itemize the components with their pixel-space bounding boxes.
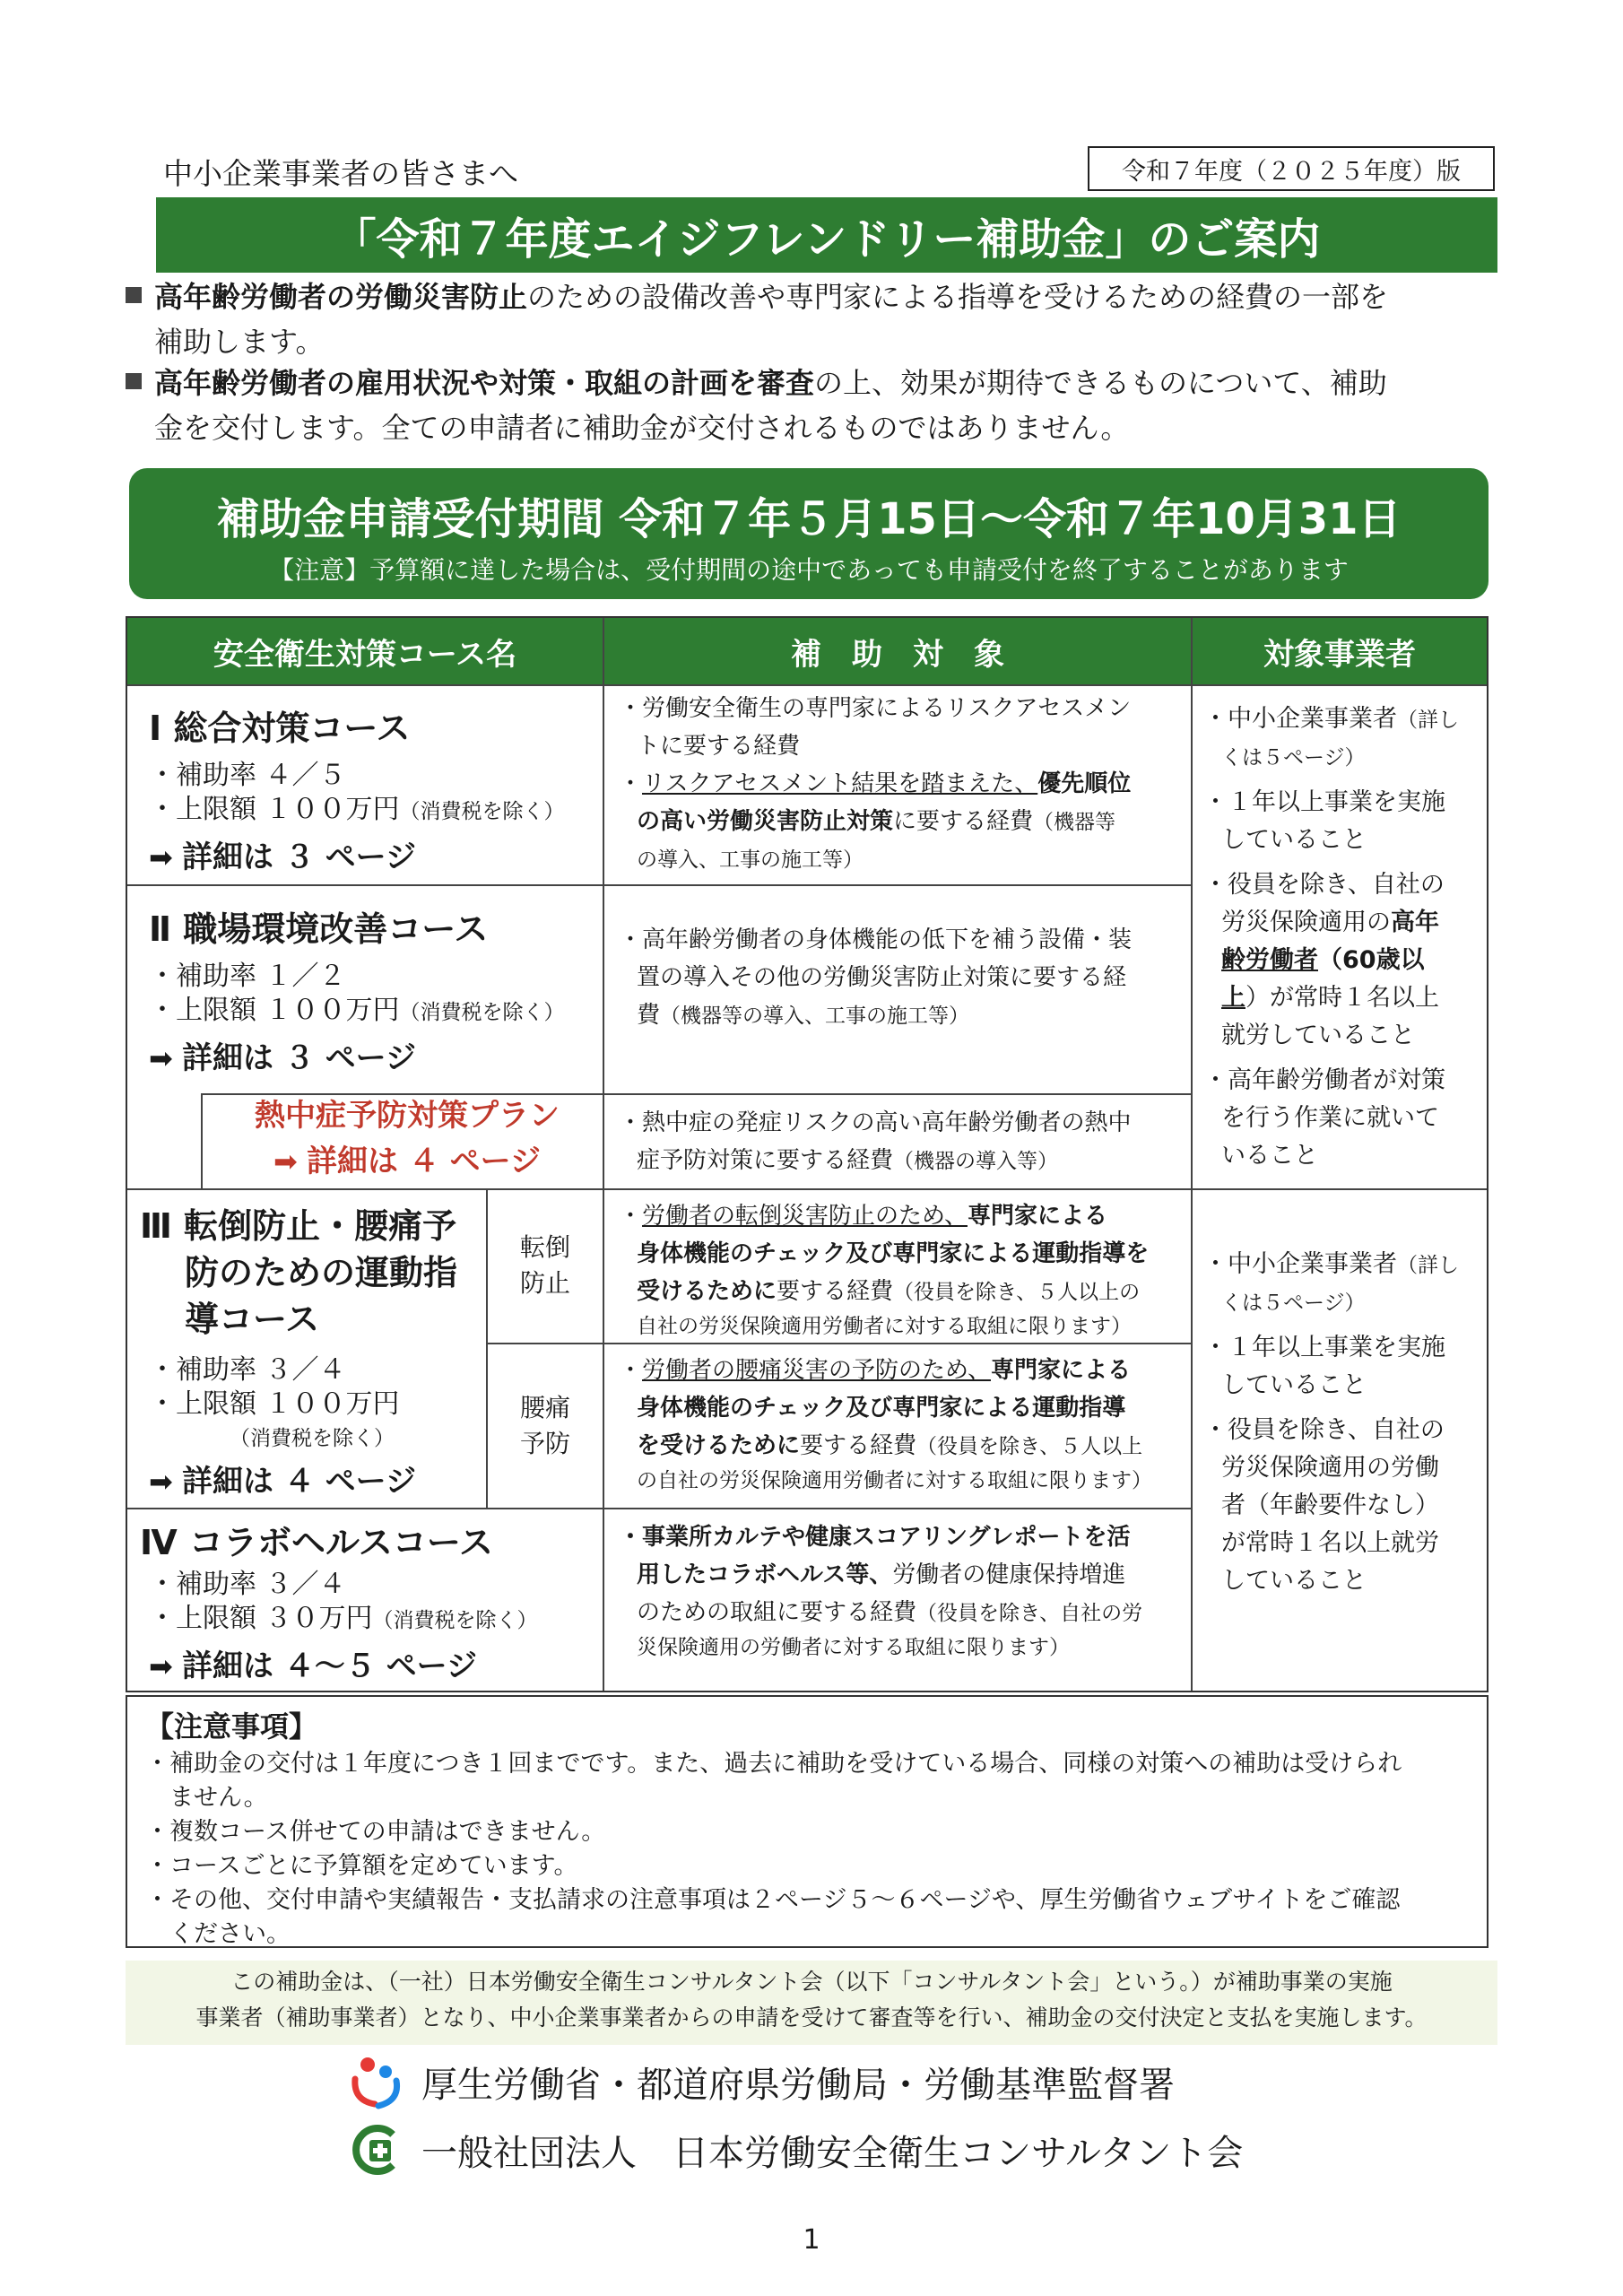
- target-line: [1203, 700, 1481, 739]
- coverage-text: 労働者の健康保持増進: [892, 1561, 1126, 1588]
- course-3-name-l2: 防のための運動指: [185, 1253, 458, 1292]
- coverage-line: ・高年齢労働者の身体機能の低下を補う設備・装: [619, 926, 1133, 953]
- target-text: ・中小企業事業者: [1203, 705, 1397, 733]
- target-line: ・１年以上事業を実施: [1203, 1334, 1445, 1361]
- sub-label-line: 予防: [519, 1429, 570, 1458]
- target-bold: 高年: [1391, 909, 1439, 936]
- coverage-text: 要する経費: [800, 1432, 917, 1459]
- coverage-line: ・事業所カルテや健康スコアリングレポートを活: [619, 1524, 1131, 1551]
- coverage-underline: 労働者の腰痛災害の予防のため、: [642, 1357, 991, 1384]
- coverage-small: （機器等の導入、工事の施工等）: [660, 1004, 970, 1028]
- target-line: [1203, 904, 1481, 942]
- coverage-line: トに要する経費: [637, 733, 801, 760]
- coverage-line: [619, 1427, 1184, 1465]
- coverage-line: 災保険適用の労働者に対する取組に限ります）: [637, 1636, 1070, 1659]
- intro-1-line2: 補助します。: [154, 325, 325, 359]
- coverage-line: ・労働者の腰痛災害の予防のため、専門家による: [619, 1357, 1131, 1384]
- intro-paragraph-2: [126, 361, 1497, 450]
- sub-label-back-pain: [488, 1344, 603, 1508]
- course-4-limit: [140, 1602, 538, 1638]
- page-number: 1: [803, 2224, 820, 2256]
- course-4-name: Ⅳ コラボヘルスコース: [140, 1523, 493, 1562]
- coverage-small: （機器の導入等）: [893, 1150, 1059, 1173]
- coverage-small: （役員を除き、自社の労: [916, 1602, 1143, 1625]
- target-bold: 上: [1221, 984, 1245, 1012]
- heatstroke-plan-block: [213, 1095, 601, 1180]
- heatstroke-detail-link[interactable]: [213, 1136, 601, 1180]
- intro-2-rest: の上、効果が期待できるものについて、補助: [814, 366, 1387, 400]
- course-2-block: [149, 901, 565, 1077]
- sub-label-fall-prevention: [488, 1188, 603, 1343]
- divider: [127, 1508, 1191, 1509]
- notice-item: ・補助金の交付は１年度につき１回までです。また、過去に補助を受けている場合、同様の対策への補助は受けられ: [145, 1750, 1402, 1778]
- divider: [201, 1093, 203, 1188]
- target-line: していること: [1221, 826, 1367, 854]
- notice-box: [126, 1695, 1488, 1948]
- coverage-bold: 専門家による: [990, 1357, 1131, 1384]
- divider: [127, 884, 1191, 886]
- footnote: [126, 1961, 1497, 2045]
- target-b: [1203, 1246, 1481, 1600]
- course-3-backpain-coverage: [619, 1352, 1184, 1496]
- period-note: 【注意】予算額に達した場合は、受付期間の途中であっても申請受付を終了することがあります: [269, 555, 1349, 585]
- footnote-line: この補助金は、（一社）日本労働安全衛生コンサルタント会（以下「コンサルタント会」という。）が補助事業の実施: [230, 1969, 1393, 1995]
- divider: [127, 684, 1487, 686]
- period-title: 補助金申請受付期間 令和７年５月15日～令和７年10月31日: [216, 494, 1402, 544]
- coverage-bold: 受けるために: [637, 1278, 777, 1305]
- coverage-bold: 用したコラボヘルス等、: [637, 1561, 893, 1588]
- consultant-logo-icon: [348, 2122, 404, 2178]
- course-2-name: Ⅱ 職場環境改善コース: [149, 909, 489, 949]
- tax-note: （消費税を除く）: [372, 1609, 538, 1632]
- coverage-line: ・労働者の転倒災害防止のため、専門家による: [619, 1203, 1107, 1230]
- coverage-line: [619, 1142, 1184, 1180]
- course-table: [126, 616, 1488, 1692]
- target-line: くは５ページ）: [1221, 1292, 1366, 1315]
- coverage-line: [619, 1594, 1184, 1632]
- course-1-detail-link[interactable]: [149, 832, 565, 876]
- mhlw-logo-icon: [348, 2054, 404, 2109]
- arrow-right-icon: ➡: [149, 840, 182, 874]
- heatstroke-coverage: [619, 1104, 1184, 1180]
- divider: [603, 618, 604, 1691]
- coverage-small: （役員を除き、５人以上の: [893, 1281, 1141, 1304]
- course-4-limit-text: ・上限額 ３０万円: [149, 1603, 373, 1634]
- coverage-line: 身体機能のチェック及び専門家による運動指導を: [637, 1240, 1150, 1267]
- notice-item: ください。: [145, 1920, 291, 1948]
- coverage-bold: を受けるために: [637, 1432, 801, 1459]
- coverage-text: のための取組に要する経費: [637, 1599, 917, 1626]
- target-small: （詳し: [1397, 1254, 1459, 1277]
- course-3-name-l3: 導コース: [185, 1300, 320, 1339]
- target-text: ・中小企業事業者: [1203, 1250, 1397, 1278]
- intro-1-rest: のための設備改善や専門家による指導を受けるための経費の一部を: [527, 280, 1389, 314]
- course-2-limit-text: ・上限額 １００万円: [149, 995, 400, 1026]
- course-3-limit: ・上限額 １００万円: [149, 1388, 400, 1420]
- course-3-block: [140, 1203, 481, 1500]
- arrow-right-icon: ➡: [273, 1144, 307, 1178]
- target-line: [1203, 979, 1481, 1017]
- notice-item: ・コースごとに予算額を定めています。: [145, 1852, 578, 1880]
- coverage-text: 症予防対策に要する経費: [637, 1147, 894, 1174]
- greeting: 中小企業事業者の皆さまへ: [163, 156, 518, 191]
- course-3-detail: 詳細は ４ ページ: [181, 1464, 416, 1500]
- coverage-line: [619, 803, 1184, 841]
- org-consultant: [348, 2122, 1243, 2178]
- target-line: を行う作業に就いて: [1221, 1104, 1439, 1132]
- target-bold: （60歳以: [1318, 946, 1425, 974]
- tax-note: （消費税を除く）: [399, 800, 565, 823]
- course-2-coverage: [619, 921, 1184, 1035]
- coverage-line: [619, 765, 1184, 803]
- coverage-bold: 専門家による: [967, 1203, 1107, 1230]
- heatstroke-detail: 詳細は ４ ページ: [306, 1144, 541, 1179]
- arrow-right-icon: ➡: [149, 1465, 182, 1499]
- coverage-line: ・熱中症の発症リスクの高い高年齢労働者の熱中: [619, 1109, 1132, 1136]
- sub-label-line: 防止: [519, 1268, 570, 1298]
- target-line: [1203, 942, 1481, 979]
- coverage-line: ・労働安全衛生の専門家によるリスクアセスメン: [619, 695, 1132, 722]
- course-2-limit: [149, 994, 565, 1030]
- course-3-name-l1: Ⅲ 転倒防止・腰痛予: [140, 1206, 457, 1246]
- course-2-detail: 詳細は ３ ページ: [181, 1040, 416, 1076]
- target-line: が常時１名以上就労: [1221, 1529, 1439, 1557]
- divider: [127, 1188, 1487, 1190]
- tax-note: （消費税を除く）: [399, 1001, 565, 1024]
- intro-paragraph-1: [126, 274, 1497, 364]
- target-small: （詳し: [1397, 709, 1459, 732]
- notice-item: ・複数コース併せての申請はできません。: [145, 1818, 606, 1846]
- course-4-rate: ・補助率 ３／４: [149, 1569, 346, 1600]
- coverage-line: 身体機能のチェック及び専門家による運動指導: [637, 1395, 1126, 1422]
- intro-2-line2: 金を交付します。全ての申請者に補助金が交付されるものではありません。: [154, 411, 1130, 445]
- heatstroke-plan-name: 熱中症予防対策プラン: [255, 1098, 560, 1134]
- coverage-line: の導入、工事の施工等）: [637, 848, 864, 872]
- application-period-box: [129, 468, 1488, 599]
- arrow-right-icon: ➡: [149, 1649, 182, 1683]
- sub-label-line: 腰痛: [519, 1393, 570, 1422]
- coverage-line: 自社の労災保険適用労働者に対する取組に限ります）: [637, 1315, 1132, 1338]
- course-4-detail-link[interactable]: [140, 1641, 538, 1685]
- header-course-name: 安全衛生対策コース名: [127, 618, 603, 684]
- coverage-line: の自社の労災保険適用労働者に対する取組に限ります）: [637, 1469, 1152, 1492]
- sub-label-line: 転倒: [519, 1232, 570, 1262]
- bullet-square-icon: [126, 287, 142, 303]
- target-line: ・役員を除き、自社の: [1203, 1416, 1445, 1444]
- target-a: [1203, 700, 1481, 1175]
- target-line: していること: [1221, 1567, 1367, 1595]
- target-line: 者（年齢要件なし）: [1221, 1492, 1439, 1519]
- notice-item: ません。: [145, 1784, 268, 1812]
- footnote-line: 事業者（補助事業者）となり、中小企業事業者からの申請を受けて審査等を行い、補助金の交付決定と支払を実施します。: [195, 2005, 1428, 2031]
- target-line: [1203, 1246, 1481, 1284]
- coverage-text: に要する経費: [893, 808, 1034, 835]
- notice-item: ・その他、交付申請や実績報告・支払請求の注意事項は２ページ５～６ページや、厚生労働省ウェブサイトをご確認: [145, 1886, 1401, 1914]
- coverage-text: 費: [637, 1002, 661, 1029]
- course-3-fall-coverage: [619, 1197, 1184, 1342]
- course-4-coverage: [619, 1518, 1184, 1663]
- course-4-block: [140, 1515, 538, 1685]
- coverage-bullet: ・: [619, 770, 643, 797]
- course-1-limit: [149, 793, 565, 829]
- target-line: いること: [1221, 1142, 1318, 1170]
- coverage-text: 要する経費: [777, 1278, 894, 1305]
- coverage-line: [619, 996, 1184, 1035]
- tax-note: （消費税を除く）: [230, 1427, 395, 1450]
- course-1-rate: ・補助率 ４／５: [149, 760, 346, 791]
- edition-label: 令和７年度（２０２５年度）版: [1088, 146, 1495, 191]
- coverage-small: （役員を除き、５人以上: [916, 1435, 1143, 1458]
- arrow-right-icon: ➡: [149, 1041, 182, 1075]
- page-title: 「令和７年度エイジフレンドリー補助金」のご案内: [156, 197, 1497, 273]
- coverage-underline: リスクアセスメント結果を踏まえた、: [642, 770, 1038, 797]
- coverage-small: （機器等: [1033, 811, 1116, 834]
- target-line: ・１年以上事業を実施: [1203, 788, 1445, 816]
- course-4-detail: 詳細は ４～５ ページ: [181, 1648, 477, 1684]
- course-1-name: Ⅰ 総合対策コース: [149, 709, 411, 748]
- intro-2-bold: 高年齢労働者の雇用状況や対策・取組の計画を審査: [154, 366, 815, 400]
- notice-heading: 【注意事項】: [145, 1709, 318, 1744]
- target-line: 労災保険適用の労働: [1221, 1454, 1439, 1482]
- coverage-bold: 優先順位: [1037, 770, 1132, 797]
- course-1-detail: 詳細は ３ ページ: [181, 839, 416, 875]
- coverage-underline: 労働者の転倒災害防止のため、: [642, 1203, 968, 1230]
- target-text: ）が常時１名以上: [1245, 984, 1439, 1012]
- course-1-limit-text: ・上限額 １００万円: [149, 794, 400, 825]
- target-bold: 齢労働者: [1221, 946, 1318, 974]
- target-line: ・高年齢労働者が対策: [1203, 1066, 1445, 1094]
- divider: [1191, 618, 1193, 1691]
- coverage-line: [619, 1273, 1184, 1311]
- intro-1-bold: 高年齢労働者の労働災害防止: [154, 280, 528, 314]
- course-3-rate: ・補助率 ３／４: [149, 1354, 346, 1386]
- coverage-bold: の高い労働災害防止対策: [637, 808, 894, 835]
- course-2-detail-link[interactable]: [149, 1033, 565, 1077]
- bullet-square-icon: [126, 373, 142, 389]
- coverage-line: [619, 1556, 1184, 1594]
- course-1-block: [149, 700, 565, 876]
- target-line: 就労していること: [1221, 1022, 1415, 1049]
- org-consultant-name: 一般社団法人 日本労働安全衛生コンサルタント会: [421, 2132, 1244, 2174]
- org-mhlw-name: 厚生労働省・都道府県労働局・労働基準監督署: [421, 2064, 1175, 2106]
- header-target: 対象事業者: [1193, 618, 1487, 684]
- target-text: 労災保険適用の: [1221, 909, 1391, 936]
- header-coverage: 補 助 対 象: [604, 618, 1191, 684]
- course-2-rate: ・補助率 １／２: [149, 961, 346, 992]
- target-line: ・役員を除き、自社の: [1203, 871, 1445, 899]
- target-line: していること: [1221, 1371, 1367, 1399]
- coverage-line: 置の導入その他の労働災害防止対策に要する経: [637, 964, 1127, 991]
- target-line: くは５ページ）: [1221, 746, 1366, 770]
- org-mhlw: [348, 2054, 1175, 2109]
- course-3-detail-link[interactable]: [140, 1457, 481, 1500]
- course-1-coverage: [619, 690, 1184, 879]
